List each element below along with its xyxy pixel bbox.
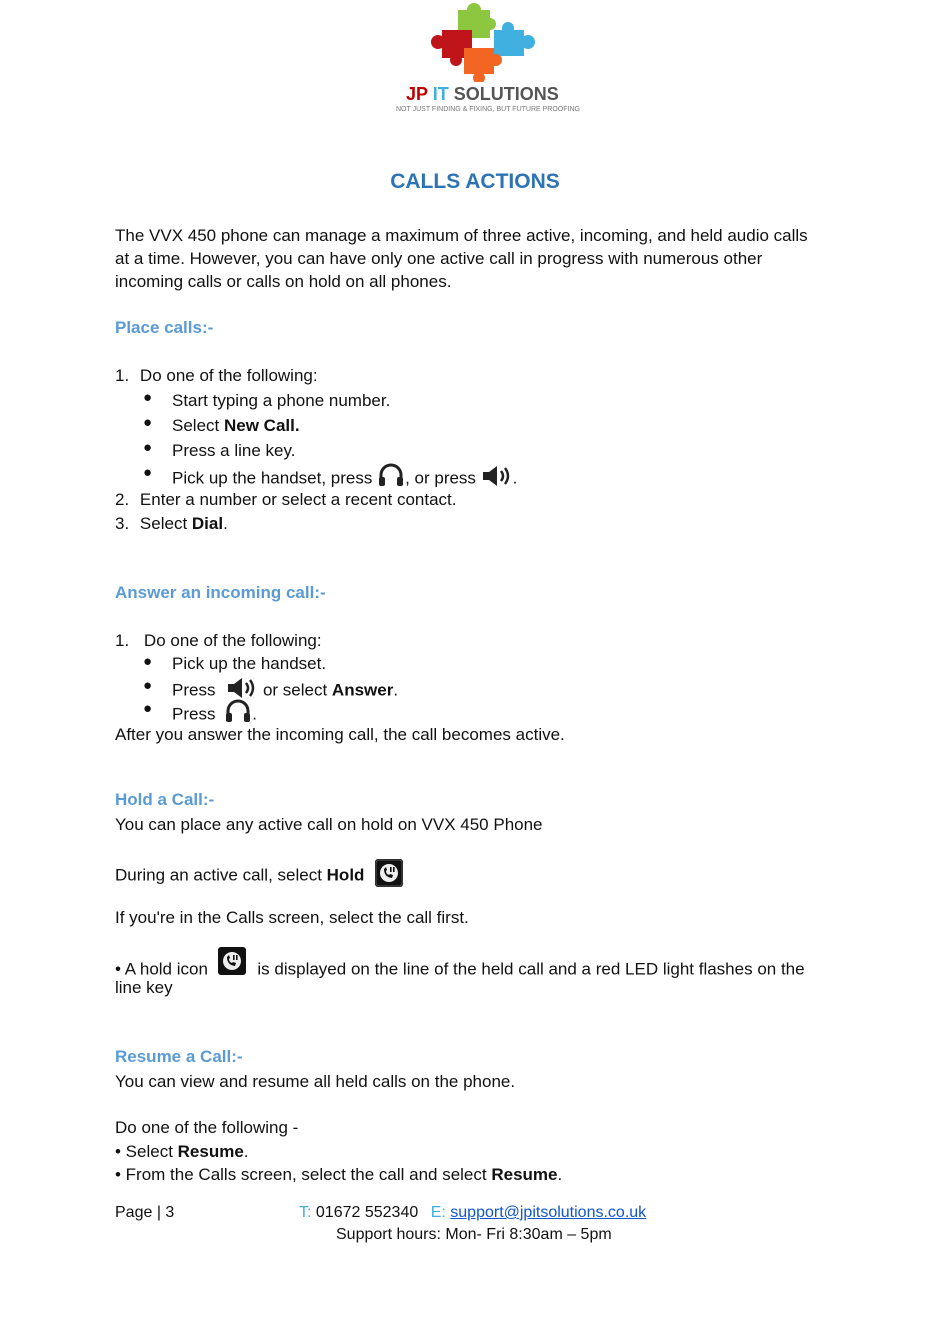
answer-step-1 — [115, 629, 322, 652]
page-title: CALLS ACTIONS — [390, 170, 560, 193]
logo-tagline: NOT JUST FINDING & FIXING, BUT FUTURE PROOFING — [396, 106, 580, 113]
bullet-text: Select — [172, 416, 224, 435]
step-number: 3. — [115, 514, 130, 533]
phone-number: 01672 552340 — [315, 1204, 419, 1221]
place-step-1 — [115, 364, 318, 387]
intro-line-2: at a time. However, you can have only one active call in progress with numerous other — [115, 249, 763, 268]
speaker-icon — [481, 464, 513, 494]
place-step-3 — [115, 512, 228, 535]
dial-label: Dial — [191, 514, 224, 533]
place-bullet-3: Press a line key. — [172, 441, 296, 460]
step-number: 1. — [115, 366, 130, 385]
new-call-label: New Call. — [223, 416, 300, 435]
hold-icon — [217, 947, 247, 981]
bullet-dot: ● — [143, 414, 153, 431]
bullet-dot: ● — [143, 677, 153, 694]
bullet-text: . — [393, 680, 399, 700]
resume-text: . — [557, 1165, 563, 1184]
hold-text: During an active call, select — [115, 865, 327, 885]
puzzle-logo-icon — [390, 2, 585, 82]
logo-it: IT — [432, 84, 449, 104]
logo-brand — [406, 84, 559, 105]
resume-line-3 — [115, 1140, 249, 1163]
hold-line-1: You can place any active call on hold on VVX 450 Phone — [115, 815, 543, 834]
resume-heading: Resume a Call:- — [115, 1047, 243, 1066]
bullet-text: . — [512, 468, 518, 488]
resume-line-1: You can view and resume all held calls on the phone. — [115, 1072, 516, 1091]
logo-jp: JP — [406, 84, 428, 104]
hold-label: Hold — [326, 865, 365, 885]
bullet-dot: ● — [143, 389, 153, 406]
step-text: . — [223, 514, 228, 533]
hold-line-4 — [115, 953, 805, 987]
footer-contact — [299, 1204, 646, 1222]
place-calls-heading: Place calls:- — [115, 318, 214, 337]
place-step-2 — [115, 488, 456, 511]
bullet-dot: ● — [143, 464, 153, 481]
hold-icon — [375, 859, 403, 893]
bullet-text: . — [252, 704, 257, 724]
bullet-text: , or press — [405, 468, 476, 488]
answer-heading: Answer an incoming call:- — [115, 583, 326, 602]
hold-line-3: If you're in the Calls screen, select the call first. — [115, 908, 469, 927]
email-label: E: — [430, 1204, 446, 1221]
bullet-text: Press — [172, 704, 216, 724]
email-link[interactable]: support@jpitsolutions.co.uk — [450, 1204, 647, 1221]
place-bullet-2 — [172, 414, 300, 437]
resume-label: Resume — [177, 1142, 244, 1161]
intro-line-3: incoming calls or calls on hold on all phones. — [115, 272, 452, 291]
logo — [390, 2, 585, 120]
bullet-dot: ● — [143, 653, 153, 670]
logo-solutions: SOLUTIONS — [453, 84, 559, 104]
page-number: Page | 3 — [115, 1204, 175, 1221]
resume-label: Resume — [491, 1165, 558, 1184]
step-text: Do one of the following: — [139, 366, 318, 385]
resume-text: • Select — [115, 1142, 178, 1161]
resume-line-4 — [115, 1163, 562, 1186]
step-number: 1. — [115, 631, 130, 650]
hold-heading: Hold a Call:- — [115, 790, 215, 809]
phone-label: T: — [299, 1204, 312, 1221]
hold-line-5: line key — [115, 978, 173, 997]
answer-bullet-1: Pick up the handset. — [172, 654, 327, 673]
hold-text: • A hold icon — [115, 959, 208, 979]
bullet-text: Pick up the handset, press — [172, 468, 373, 488]
step-number: 2. — [115, 490, 130, 509]
answer-after: After you answer the incoming call, the call becomes active. — [115, 725, 565, 744]
step-text: Select — [139, 514, 192, 533]
answer-label: Answer — [331, 680, 394, 700]
resume-line-2: Do one of the following - — [115, 1118, 299, 1137]
intro-line-1: The VVX 450 phone can manage a maximum of three active, incoming, and held audio calls — [115, 226, 808, 245]
step-text: Do one of the following: — [143, 631, 322, 650]
resume-text: • From the Calls screen, select the call and select — [115, 1165, 492, 1184]
hold-line-2 — [115, 859, 403, 893]
hold-text: is displayed on the line of the held call and a red LED light flashes on the — [257, 959, 805, 979]
bullet-dot: ● — [143, 700, 153, 717]
bullet-text: Press — [172, 680, 216, 700]
place-bullet-1: Start typing a phone number. — [172, 391, 391, 410]
support-hours: Support hours: Mon- Fri 8:30am – 5pm — [336, 1226, 612, 1243]
step-text: Enter a number or select a recent contact. — [139, 490, 457, 509]
resume-text: . — [243, 1142, 249, 1161]
bullet-text: or select — [262, 680, 332, 700]
bullet-dot: ● — [143, 439, 153, 456]
